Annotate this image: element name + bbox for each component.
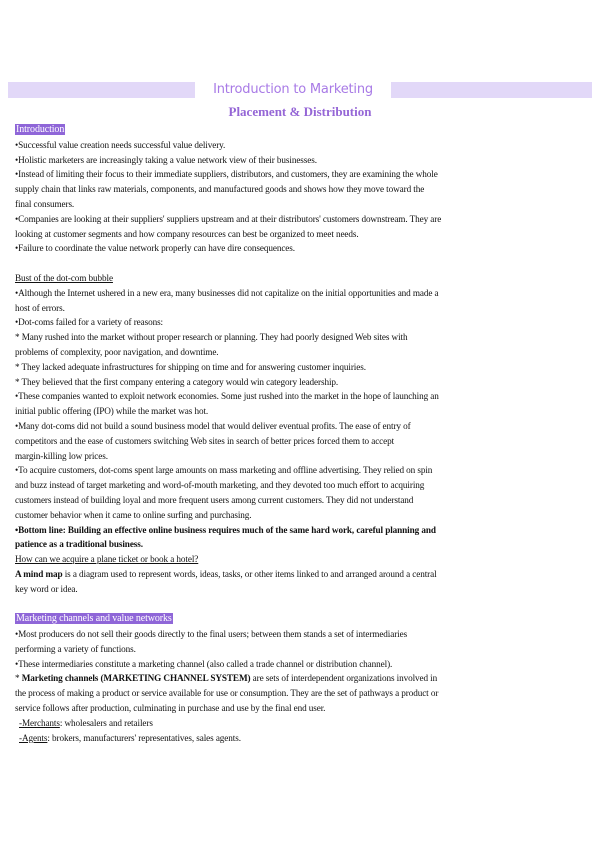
dotcom-line: host of errors.: [15, 302, 65, 313]
mindmap-line: [15, 567, 545, 582]
dotcom-line: •These companies wanted to exploit network economies. Some just rushed into the market in the hope of launching an: [15, 391, 439, 402]
intro-line: •Successful value creation needs successful value delivery.: [15, 139, 226, 150]
channels-line: •Most producers do not sell their goods directly to the final users; between them stands a set of intermediaries: [15, 629, 408, 640]
dotcom-line: •Dot-coms failed for a variety of reasons:: [15, 317, 164, 328]
intro-line: •Companies are looking at their suppliers' suppliers upstream and at their distributors' customers downstream. They are: [15, 213, 442, 224]
spacer: [15, 597, 545, 612]
dotcom-line: and buzz instead of target marketing and word-of-mouth marketing, and they devoted too much effort to acquiring: [15, 480, 425, 491]
merchants-label: -Merchants: [19, 717, 60, 728]
intro-heading: Introduction: [16, 124, 65, 135]
channels-line: •These intermediaries constitute a marketing channel (also called a trade channel or distribution channel).: [15, 658, 393, 669]
channels-heading: Marketing channels and value networks: [16, 613, 172, 625]
document-body: [15, 122, 545, 745]
dotcom-line: initial public offering (IPO) while the market was hot.: [15, 406, 209, 417]
merchants-line: [15, 716, 545, 731]
merchants-text: : wholesalers and retailers: [59, 717, 153, 728]
page-title: Introduction to Marketing: [213, 82, 373, 97]
channels-definition-line-2: the process of making a product or service available for use or consumption. They are the set of pathways a product or: [15, 688, 439, 699]
intro-line: •Holistic marketers are increasingly taking a value network view of their businesses.: [15, 154, 317, 165]
dotcom-line: customer behavior when it came to online surfing and purchasing.: [15, 509, 252, 520]
agents-line: [15, 731, 545, 746]
dotcom-line: competitors and the ease of customers switching Web sites in search of better prices forced them to accept: [15, 435, 395, 446]
page-subtitle: Placement & Distribution: [228, 104, 372, 119]
intro-heading-line: [15, 122, 545, 138]
question-line: How can we acquire a plane ticket or book a hotel?: [15, 554, 199, 565]
dotcom-line: •Although the Internet ushered in a new era, many businesses did not capitalize on the initial opportunities and made a: [15, 287, 439, 298]
bottom-line-2: patience as a traditional business.: [15, 539, 143, 550]
channels-heading-line: [15, 611, 545, 627]
intro-line: •Failure to coordinate the value network properly can have dire consequences.: [15, 243, 295, 254]
mindmap-definition: is a diagram used to represent words, ideas, tasks, or other items linked to and arranged around a central: [62, 568, 437, 579]
dotcom-line: •To acquire customers, dot-coms spent large amounts on mass marketing and offline advertising. They relied on spin: [15, 465, 433, 476]
agents-label: -Agents: [19, 732, 48, 743]
dotcom-line: customers instead of building loyal and more frequent users among current customers. They did not understand: [15, 494, 414, 505]
dotcom-heading: Bust of the dot-com bubble: [15, 272, 113, 283]
mindmap-line-2: key word or idea.: [15, 583, 78, 594]
dotcom-line: margin-killing low prices.: [15, 450, 108, 461]
mindmap-term: A mind map: [15, 568, 63, 579]
bottom-line-1: •Bottom line: Building an effective online business requires much of the same hard work, careful planning and: [15, 524, 436, 535]
channels-line: performing a variety of functions.: [15, 643, 136, 654]
spacer: [15, 256, 545, 271]
def-term: Marketing channels (MARKETING CHANNEL SYSTEM): [21, 673, 251, 684]
intro-line: final consumers.: [15, 198, 75, 209]
agents-text: : brokers, manufacturers' representatives, sales agents.: [47, 732, 241, 743]
title-box: [195, 80, 391, 100]
intro-line: supply chain that links raw materials, components, and manufactured goods and shows how they move toward the: [15, 184, 425, 195]
dotcom-line: * Many rushed into the market without proper research or planning. They had poorly designed Web sites with: [15, 332, 408, 343]
def-rest: are sets of interdependent organizations involved in: [250, 673, 438, 684]
channels-definition-line: [15, 671, 545, 686]
dotcom-line: * They lacked adequate infrastructures for shipping on time and for answering customer inquiries.: [15, 361, 366, 372]
intro-line: •Instead of limiting their focus to their immediate suppliers, distributors, and customers, they are examining the whole: [15, 169, 438, 180]
intro-line: looking at customer segments and how company resources can best be organized to meet needs.: [15, 228, 359, 239]
channels-definition-line-3: service follows after production, culminating in purchase and use by the final end user.: [15, 703, 326, 714]
def-prefix: *: [15, 673, 22, 684]
dotcom-line: •Many dot-coms did not build a sound business model that would deliver eventual profits. The ease of entry of: [15, 420, 411, 431]
dotcom-line: problems of complexity, poor navigation, and downtime.: [15, 346, 219, 357]
dotcom-line: * They believed that the first company entering a category would win category leadership.: [15, 376, 339, 387]
